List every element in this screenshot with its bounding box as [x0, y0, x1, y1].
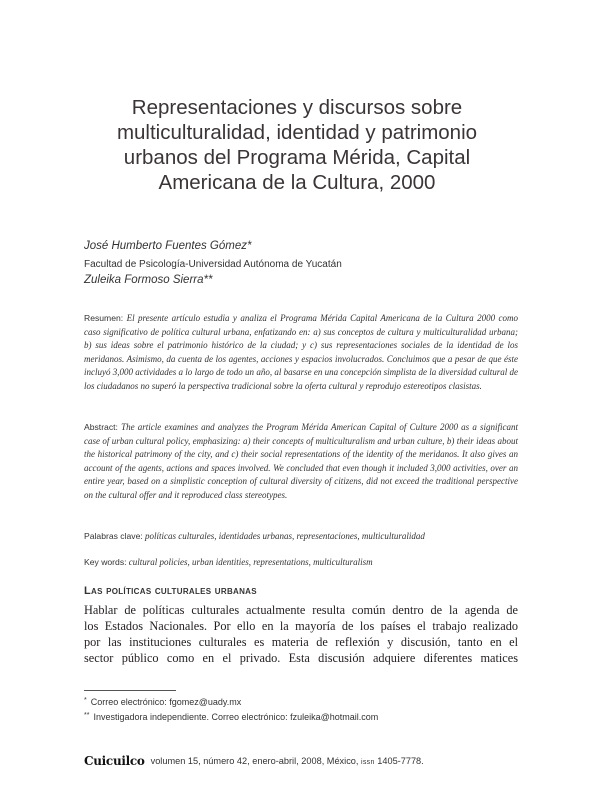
- resumen-label: Resumen:: [84, 313, 124, 323]
- body-line: los Estados Nacionales. Por ello en la mayoría de los países el trabajo realizado: [84, 619, 518, 633]
- section-heading: Las políticas culturales urbanas: [84, 585, 257, 597]
- resumen-paragraph: [84, 312, 518, 394]
- palabras-clave: [84, 531, 518, 541]
- footnote: [84, 712, 378, 722]
- footnote-divider: [84, 690, 176, 691]
- key-words-label: Key words:: [84, 557, 127, 567]
- page-footer: [84, 750, 424, 772]
- body-line: por las instituciones culturales es materia de reflexión y discusión, tanto en el: [84, 635, 518, 649]
- journal-logo: Cuicuilco: [84, 754, 145, 768]
- abstract-paragraph: [84, 421, 518, 503]
- resumen-text: El presente artículo estudia y analiza el Programa Mérida Capital Americana de la Cultura 2000 como caso significativo de política cultural urbana, enfatizando en: a) sus conceptos de cultura y multiculturalidad urbana; b) sus ideas sobre el patrimonio histórico de la ciudad; y c) sus representaciones sociales de la identidad de los meridanos. Asimismo, da cuenta de los agentes, acciones y espacios involucrados. Concluimos que a pesar de que éste incluyó 3,000 actividades a lo largo de todo un año, al basarse en una concepción simplista de la diversidad cultural de los ciudadanos no superó la perspectiva tradicional sobre la oferta cultural y reprodujo estereotipos clasistas.: [84, 313, 518, 391]
- abstract-label: Abstract:: [84, 422, 118, 432]
- issn-label: issn: [361, 759, 375, 766]
- title-line: Americana de la Cultura, 2000: [158, 171, 436, 194]
- body-paragraph: [84, 602, 518, 666]
- footnote: [84, 697, 241, 707]
- key-words: [84, 557, 518, 567]
- footnote-mark: *: [84, 697, 87, 704]
- footnote-text: Correo electrónico: fgomez@uady.mx: [90, 697, 242, 707]
- issn-number: 1405-7778.: [377, 756, 424, 766]
- abstract-text: The article examines and analyzes the Program Mérida American Capital of Culture 2000 as a significant case of urban cultural policy, emphasizing: a) their concepts of multiculturalism and urban culture, b) their ideas about the historical patrimony of the city, and c) their social representations of the identity of the meridanos. It also gives an account of the agents, actions and spaces involved. We concluded that even though it included 3,000 activities, over an entire year, based on a simplistic conception of cultural diversity of citizens, did not exceed the traditional perspective on the cultural offer and it reproduced class stereotypes.: [84, 422, 518, 500]
- palabras-clave-label: Palabras clave:: [84, 531, 143, 541]
- footer-citation: [151, 756, 424, 766]
- palabras-clave-text: políticas culturales, identidades urbanas, representaciones, multiculturalidad: [145, 531, 425, 541]
- body-line: sector público como en el privado. Esta discusión adquiere diferentes matices: [84, 651, 518, 665]
- footnote-text: Investigadora independiente. Correo electrónico: fzuleika@hotmail.com: [93, 712, 379, 722]
- title-line: urbanos del Programa Mérida, Capital: [123, 146, 471, 169]
- author-name: José Humberto Fuentes Gómez*: [84, 240, 252, 252]
- footnote-mark: **: [84, 712, 90, 719]
- author-affiliation: Facultad de Psicología-Universidad Autónoma de Yucatán: [84, 259, 342, 270]
- author-name: Zuleika Formoso Sierra**: [84, 274, 213, 286]
- citation-text: volumen 15, número 42, enero-abril, 2008, México,: [150, 756, 359, 766]
- title-line: Representaciones y discursos sobre: [131, 96, 463, 119]
- key-words-text: cultural policies, urban identities, representations, multiculturalism: [128, 557, 373, 567]
- title-line: multiculturalidad, identidad y patrimonio: [116, 121, 478, 144]
- body-line: Hablar de políticas culturales actualmente resulta común dentro de la agenda de: [84, 603, 518, 617]
- article-title: [100, 95, 494, 195]
